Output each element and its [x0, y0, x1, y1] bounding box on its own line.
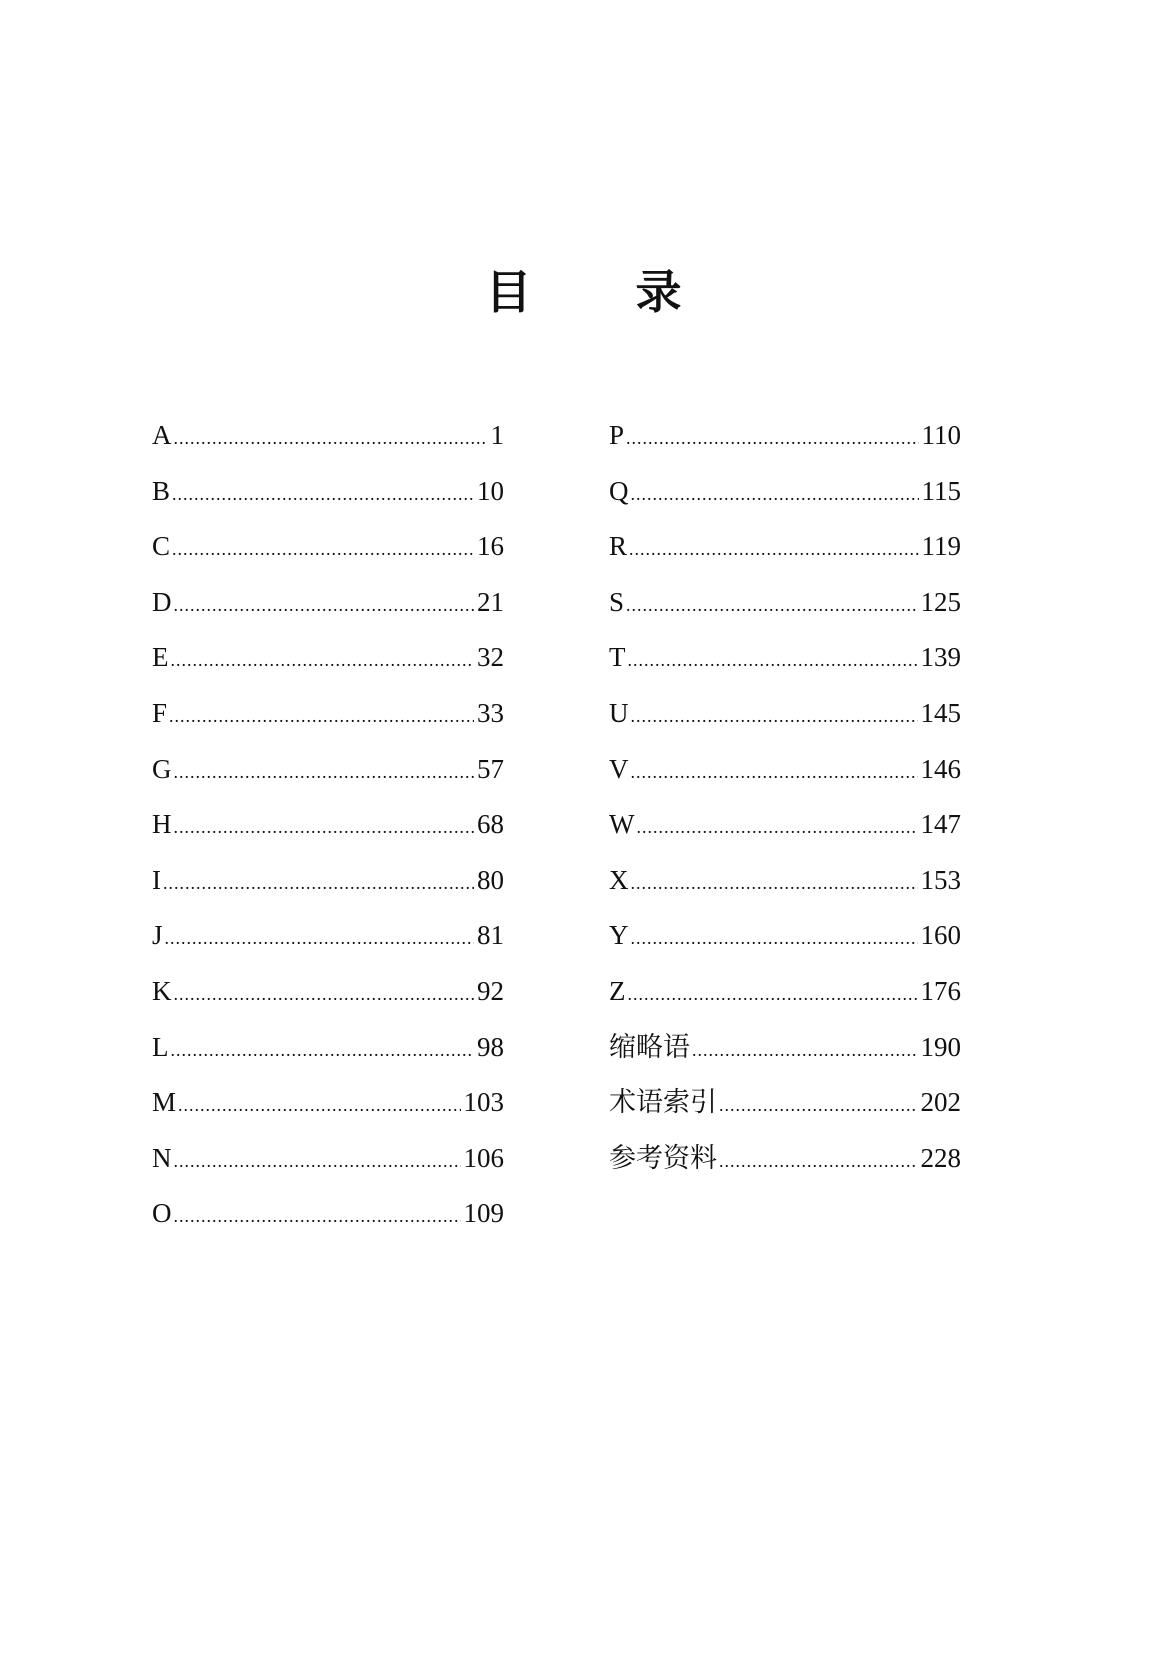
toc-dot-leader: [174, 1198, 461, 1231]
toc-entry-page: 92: [477, 975, 504, 1006]
toc-dot-leader: [171, 1032, 475, 1065]
toc-column-left: [152, 420, 504, 1254]
toc-entry-page: 190: [920, 1031, 961, 1062]
toc-entry-label: D: [152, 586, 172, 617]
toc-entry-page: 1: [490, 420, 504, 450]
toc-entry-term-index[interactable]: [609, 1087, 961, 1143]
toc-entry-page: 16: [477, 531, 504, 562]
toc-entry-label: M: [152, 1087, 177, 1118]
toc-entry-page: 106: [463, 1142, 504, 1173]
toc-entry-h[interactable]: [152, 809, 504, 865]
toc-entry-v[interactable]: [609, 754, 961, 810]
toc-entry-page: 103: [463, 1087, 504, 1118]
toc-entry-i[interactable]: [152, 865, 504, 921]
toc-entry-label: S: [609, 586, 625, 617]
toc-entry-page: 110: [921, 420, 961, 450]
toc-entry-label: Z: [609, 975, 626, 1006]
toc-entry-label: K: [152, 975, 172, 1006]
toc-entry-label: Q: [609, 475, 629, 506]
toc-dot-leader: [165, 920, 474, 953]
toc-dot-leader: [629, 531, 918, 564]
toc-entry-label: Y: [609, 920, 629, 951]
toc-entry-t[interactable]: [609, 642, 961, 698]
toc-entry-page: 57: [477, 753, 504, 784]
toc-entry-label: N: [152, 1142, 172, 1173]
toc-entry-r[interactable]: [609, 531, 961, 587]
toc-entry-label: T: [609, 642, 626, 673]
toc-entry-references[interactable]: [609, 1143, 961, 1199]
toc-entry-label: 缩略语: [609, 1031, 690, 1063]
toc-entry-page: 125: [920, 586, 961, 617]
toc-dot-leader: [636, 809, 917, 842]
toc-entry-page: 176: [920, 975, 961, 1006]
toc-dot-leader: [172, 531, 474, 564]
toc-entry-abbreviations[interactable]: [609, 1032, 961, 1088]
toc-entry-s[interactable]: [609, 587, 961, 643]
toc-entry-page: 115: [921, 475, 961, 506]
toc-entry-x[interactable]: [609, 865, 961, 921]
toc-entry-label: R: [609, 531, 628, 562]
toc-entry-page: 119: [921, 531, 961, 562]
toc-dot-leader: [178, 1087, 460, 1120]
toc-entry-label: B: [152, 475, 171, 506]
toc-entry-page: 10: [477, 475, 504, 506]
toc-dot-leader: [171, 642, 475, 675]
toc-entry-label: X: [609, 864, 629, 895]
toc-entry-page: 81: [477, 920, 504, 951]
toc-dot-leader: [692, 1032, 918, 1065]
toc-entry-q[interactable]: [609, 476, 961, 532]
toc-entry-label: U: [609, 697, 629, 728]
toc-dot-leader: [174, 420, 488, 453]
toc-entry-a[interactable]: [152, 420, 504, 476]
toc-dot-leader: [628, 976, 918, 1009]
toc-dot-leader: [628, 642, 918, 675]
toc-entry-label: C: [152, 531, 171, 562]
toc-entry-c[interactable]: [152, 531, 504, 587]
toc-entry-page: 98: [477, 1031, 504, 1062]
toc-dot-leader: [174, 754, 475, 787]
toc-entry-page: 145: [920, 697, 961, 728]
toc-entry-label: O: [152, 1198, 172, 1229]
toc-entry-label: V: [609, 753, 629, 784]
toc-entry-page: 33: [477, 697, 504, 728]
toc-dot-leader: [631, 865, 918, 898]
toc-entry-g[interactable]: [152, 754, 504, 810]
toc-entry-page: 21: [477, 586, 504, 617]
toc-entry-label: J: [152, 920, 163, 951]
toc-entry-label: 参考资料: [609, 1142, 717, 1174]
toc-entry-page: 68: [477, 809, 504, 840]
toc-entry-page: 160: [920, 920, 961, 951]
toc-entry-p[interactable]: [609, 420, 961, 476]
toc-entry-label: P: [609, 420, 625, 450]
toc-entry-z[interactable]: [609, 976, 961, 1032]
toc-entry-page: 109: [463, 1198, 504, 1229]
toc-entry-m[interactable]: [152, 1087, 504, 1143]
toc-entry-j[interactable]: [152, 920, 504, 976]
toc-dot-leader: [631, 698, 918, 731]
toc-entry-k[interactable]: [152, 976, 504, 1032]
toc-dot-leader: [626, 420, 918, 453]
toc-dot-leader: [631, 754, 918, 787]
toc-entry-u[interactable]: [609, 698, 961, 754]
toc-dot-leader: [719, 1087, 918, 1120]
toc-entry-label: A: [152, 420, 172, 450]
toc-entry-page: 202: [920, 1087, 961, 1118]
toc-entry-label: F: [152, 697, 168, 728]
toc-dot-leader: [174, 1143, 461, 1176]
toc-entry-n[interactable]: [152, 1143, 504, 1199]
toc-entry-l[interactable]: [152, 1032, 504, 1088]
toc-dot-leader: [172, 476, 474, 509]
toc-entry-page: 146: [920, 753, 961, 784]
toc-entry-page: 147: [920, 809, 961, 840]
toc-dot-leader: [174, 809, 475, 842]
toc-entry-y[interactable]: [609, 920, 961, 976]
toc-entry-label: 术语索引: [609, 1087, 717, 1119]
toc-entry-page: 153: [920, 864, 961, 895]
toc-entry-b[interactable]: [152, 476, 504, 532]
toc-entry-e[interactable]: [152, 642, 504, 698]
toc-entry-page: 80: [477, 864, 504, 895]
toc-entry-w[interactable]: [609, 809, 961, 865]
page-title: 目 录: [485, 265, 726, 319]
toc-entry-label: W: [609, 809, 635, 840]
toc-entry-page: 32: [477, 642, 504, 673]
toc-entry-label: E: [152, 642, 169, 673]
toc-dot-leader: [626, 587, 917, 620]
toc-column-right: [609, 420, 961, 1198]
toc-dot-leader: [631, 920, 918, 953]
toc-entry-label: I: [152, 864, 161, 895]
toc-dot-leader: [163, 865, 474, 898]
toc-dot-leader: [169, 698, 474, 731]
toc-entry-page: 228: [920, 1142, 961, 1173]
toc-dot-leader: [719, 1143, 918, 1176]
toc-dot-leader: [631, 476, 919, 509]
toc-dot-leader: [174, 587, 475, 620]
toc-entry-label: G: [152, 753, 172, 784]
toc-entry-f[interactable]: [152, 698, 504, 754]
toc-entry-label: H: [152, 809, 172, 840]
toc-entry-o[interactable]: [152, 1198, 504, 1254]
toc-entry-label: L: [152, 1031, 169, 1062]
toc-entry-d[interactable]: [152, 587, 504, 643]
toc-entry-page: 139: [920, 642, 961, 673]
toc-dot-leader: [174, 976, 475, 1009]
